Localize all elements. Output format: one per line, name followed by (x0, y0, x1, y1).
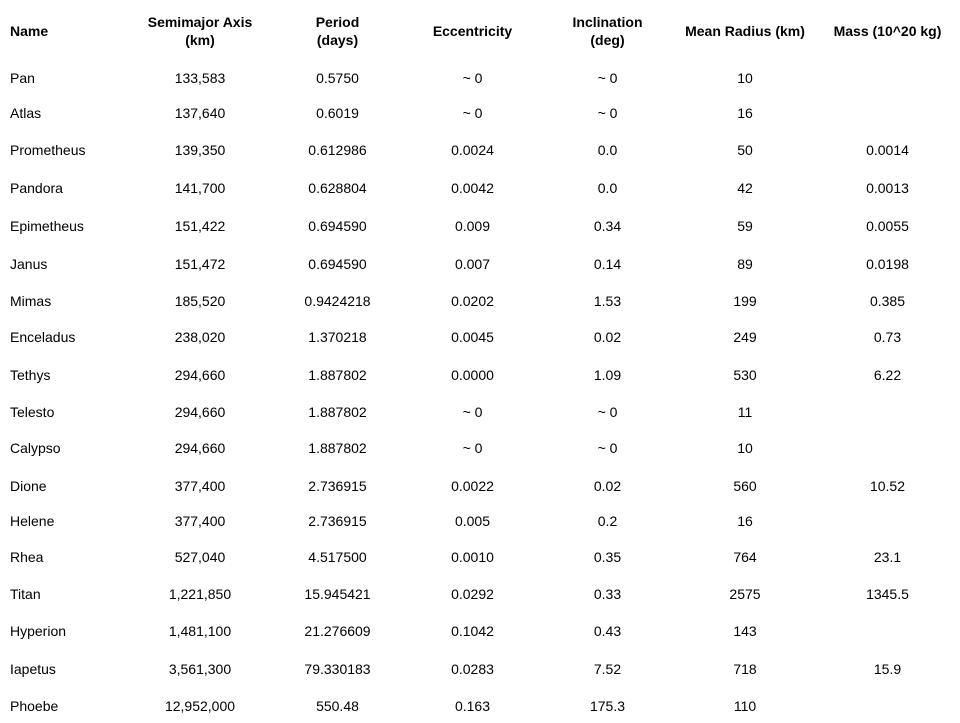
cell-period: 1.887802 (308, 367, 367, 383)
cell-eccentricity: 0.0022 (451, 477, 494, 494)
table-row (0, 283, 960, 318)
cell-mean-radius: 718 (733, 661, 757, 677)
cell-period: 79.330183 (304, 661, 371, 677)
cell-name: Epimetheus (10, 218, 84, 234)
cell-mean-radius: 2575 (729, 586, 761, 602)
cell-eccentricity: ~ 0 (462, 104, 483, 121)
cell-period: 0.6019 (316, 104, 359, 121)
cell-mass (815, 429, 960, 467)
table-row (0, 62, 960, 94)
cell-semimajor-axis: 294,660 (174, 440, 226, 456)
cell-inclination: 0.0 (597, 180, 618, 196)
table-row (0, 612, 960, 650)
cell-semimajor-axis: 377,400 (174, 513, 226, 529)
cell-name: Hyperion (10, 623, 67, 639)
cell-eccentricity: 0.163 (454, 697, 491, 714)
cell-eccentricity: 0.009 (454, 218, 491, 234)
cell-period: 0.9424218 (304, 292, 371, 309)
table-row (0, 318, 960, 356)
cell-name: Pandora (10, 180, 63, 196)
table-row (0, 467, 960, 504)
cell-name: Janus (10, 256, 48, 272)
cell-mass (815, 62, 960, 94)
cell-semimajor-axis: 133,583 (174, 70, 226, 86)
cell-period: 0.628804 (308, 180, 367, 196)
cell-name: Mimas (10, 292, 52, 309)
cell-semimajor-axis: 527,040 (174, 549, 226, 565)
table-row (0, 650, 960, 688)
cell-name: Atlas (10, 104, 42, 121)
cell-period: 1.887802 (308, 403, 367, 420)
cell-inclination: ~ 0 (597, 104, 618, 121)
cell-name: Rhea (10, 549, 44, 565)
cell-name: Calypso (10, 440, 61, 456)
cell-name: Pan (10, 70, 35, 86)
header-semimajor-axis: Semimajor Axis (km) (147, 14, 253, 48)
table-row (0, 169, 960, 207)
cell-inclination: 0.02 (593, 329, 622, 345)
cell-mass: 0.0014 (866, 142, 909, 158)
header-eccentricity: Eccentricity (432, 23, 513, 39)
cell-period: 2.736915 (308, 513, 367, 529)
cell-inclination: 0.33 (593, 586, 622, 602)
header-mean-radius: Mean Radius (km) (685, 23, 805, 39)
cell-semimajor-axis: 139,350 (174, 142, 226, 158)
cell-mean-radius: 530 (733, 367, 757, 383)
table-row (0, 576, 960, 612)
cell-inclination: ~ 0 (597, 440, 618, 456)
cell-semimajor-axis: 377,400 (174, 477, 226, 494)
header-period: Period (days) (315, 14, 360, 48)
cell-period: 0.694590 (308, 256, 367, 272)
table-row (0, 207, 960, 245)
cell-inclination: 1.53 (593, 292, 622, 309)
cell-mass: 0.0198 (866, 256, 909, 272)
cell-period: 0.5750 (316, 70, 359, 86)
table-row (0, 131, 960, 169)
cell-mean-radius: 143 (733, 623, 757, 639)
header-mass: Mass (10^20 kg) (833, 23, 942, 39)
cell-semimajor-axis: 185,520 (174, 292, 226, 309)
cell-semimajor-axis: 141,700 (174, 180, 226, 196)
cell-eccentricity: 0.0202 (451, 292, 494, 309)
cell-mean-radius: 59 (737, 218, 753, 234)
cell-semimajor-axis: 3,561,300 (168, 661, 232, 677)
cell-inclination: 0.0 (597, 142, 618, 158)
cell-eccentricity: 0.0000 (451, 367, 494, 383)
cell-mass (815, 688, 960, 723)
cell-mean-radius: 50 (737, 142, 753, 158)
cell-mass: 6.22 (873, 367, 902, 383)
cell-inclination: 0.34 (593, 218, 622, 234)
cell-semimajor-axis: 1,481,100 (168, 623, 232, 639)
cell-mean-radius: 11 (737, 403, 753, 420)
cell-period: 1.887802 (308, 440, 367, 456)
cell-mass: 23.1 (873, 549, 902, 565)
cell-semimajor-axis: 1,221,850 (168, 586, 232, 602)
cell-period: 0.694590 (308, 218, 367, 234)
cell-inclination: 0.2 (597, 513, 618, 529)
cell-eccentricity: 0.1042 (451, 623, 494, 639)
cell-name: Phoebe (10, 697, 59, 714)
cell-mean-radius: 16 (737, 104, 753, 121)
cell-name: Telesto (10, 403, 55, 420)
cell-mass: 0.0013 (866, 180, 909, 196)
cell-eccentricity: 0.005 (454, 513, 491, 529)
table-row (0, 504, 960, 538)
table-header-row (0, 0, 960, 62)
cell-mass (815, 394, 960, 429)
cell-inclination: 0.14 (593, 256, 622, 272)
cell-mass: 0.0055 (866, 218, 909, 234)
table-row (0, 688, 960, 723)
cell-name: Prometheus (10, 142, 86, 158)
cell-name: Tethys (10, 367, 51, 383)
cell-inclination: 0.43 (593, 623, 622, 639)
cell-period: 1.370218 (308, 329, 367, 345)
cell-inclination: 1.09 (593, 367, 622, 383)
cell-mean-radius: 42 (737, 180, 753, 196)
cell-mass: 0.73 (873, 329, 902, 345)
cell-inclination: 7.52 (593, 661, 622, 677)
cell-eccentricity: ~ 0 (462, 440, 483, 456)
cell-mean-radius: 10 (737, 70, 753, 86)
cell-mass: 10.52 (869, 477, 906, 494)
cell-mean-radius: 560 (733, 477, 757, 494)
cell-mass (815, 612, 960, 650)
table-row (0, 429, 960, 467)
cell-mass: 15.9 (873, 661, 902, 677)
cell-inclination: 175.3 (589, 697, 626, 714)
cell-mass (815, 94, 960, 131)
table-row (0, 538, 960, 576)
cell-mean-radius: 89 (737, 256, 753, 272)
cell-mass (815, 504, 960, 538)
cell-eccentricity: 0.007 (454, 256, 491, 272)
cell-eccentricity: ~ 0 (462, 70, 483, 86)
cell-period: 0.612986 (308, 142, 367, 158)
cell-semimajor-axis: 12,952,000 (164, 697, 236, 714)
cell-inclination: 0.02 (593, 477, 622, 494)
cell-period: 15.945421 (304, 586, 371, 602)
cell-mass: 0.385 (869, 292, 906, 309)
cell-eccentricity: 0.0292 (451, 586, 494, 602)
table-row (0, 94, 960, 131)
cell-period: 2.736915 (308, 477, 367, 494)
cell-mass: 1345.5 (866, 586, 909, 602)
cell-semimajor-axis: 151,422 (174, 218, 226, 234)
header-name: Name (10, 23, 49, 39)
cell-name: Helene (10, 513, 55, 529)
cell-period: 550.48 (316, 697, 359, 714)
cell-semimajor-axis: 151,472 (174, 256, 226, 272)
table-row (0, 394, 960, 429)
cell-period: 4.517500 (308, 549, 367, 565)
cell-eccentricity: 0.0010 (451, 549, 494, 565)
cell-inclination: ~ 0 (597, 403, 618, 420)
cell-inclination: 0.35 (593, 549, 622, 565)
cell-mean-radius: 10 (737, 440, 753, 456)
cell-mean-radius: 199 (733, 292, 757, 309)
cell-eccentricity: 0.0045 (451, 329, 494, 345)
cell-mean-radius: 110 (733, 697, 757, 714)
cell-semimajor-axis: 238,020 (174, 329, 226, 345)
cell-mean-radius: 16 (737, 513, 753, 529)
cell-name: Iapetus (10, 661, 56, 677)
cell-eccentricity: 0.0042 (451, 180, 494, 196)
cell-eccentricity: 0.0283 (451, 661, 494, 677)
cell-semimajor-axis: 294,660 (174, 403, 226, 420)
cell-eccentricity: 0.0024 (451, 142, 494, 158)
cell-name: Dione (10, 477, 47, 494)
cell-inclination: ~ 0 (597, 70, 618, 86)
cell-semimajor-axis: 137,640 (174, 104, 226, 121)
cell-eccentricity: ~ 0 (462, 403, 483, 420)
header-inclination: Inclination (deg) (572, 14, 643, 48)
cell-name: Enceladus (10, 329, 76, 345)
cell-semimajor-axis: 294,660 (174, 367, 226, 383)
cell-period: 21.276609 (304, 623, 371, 639)
table-row (0, 245, 960, 283)
cell-mean-radius: 764 (733, 549, 757, 565)
cell-name: Titan (10, 586, 41, 602)
table-row (0, 356, 960, 394)
cell-mean-radius: 249 (733, 329, 757, 345)
